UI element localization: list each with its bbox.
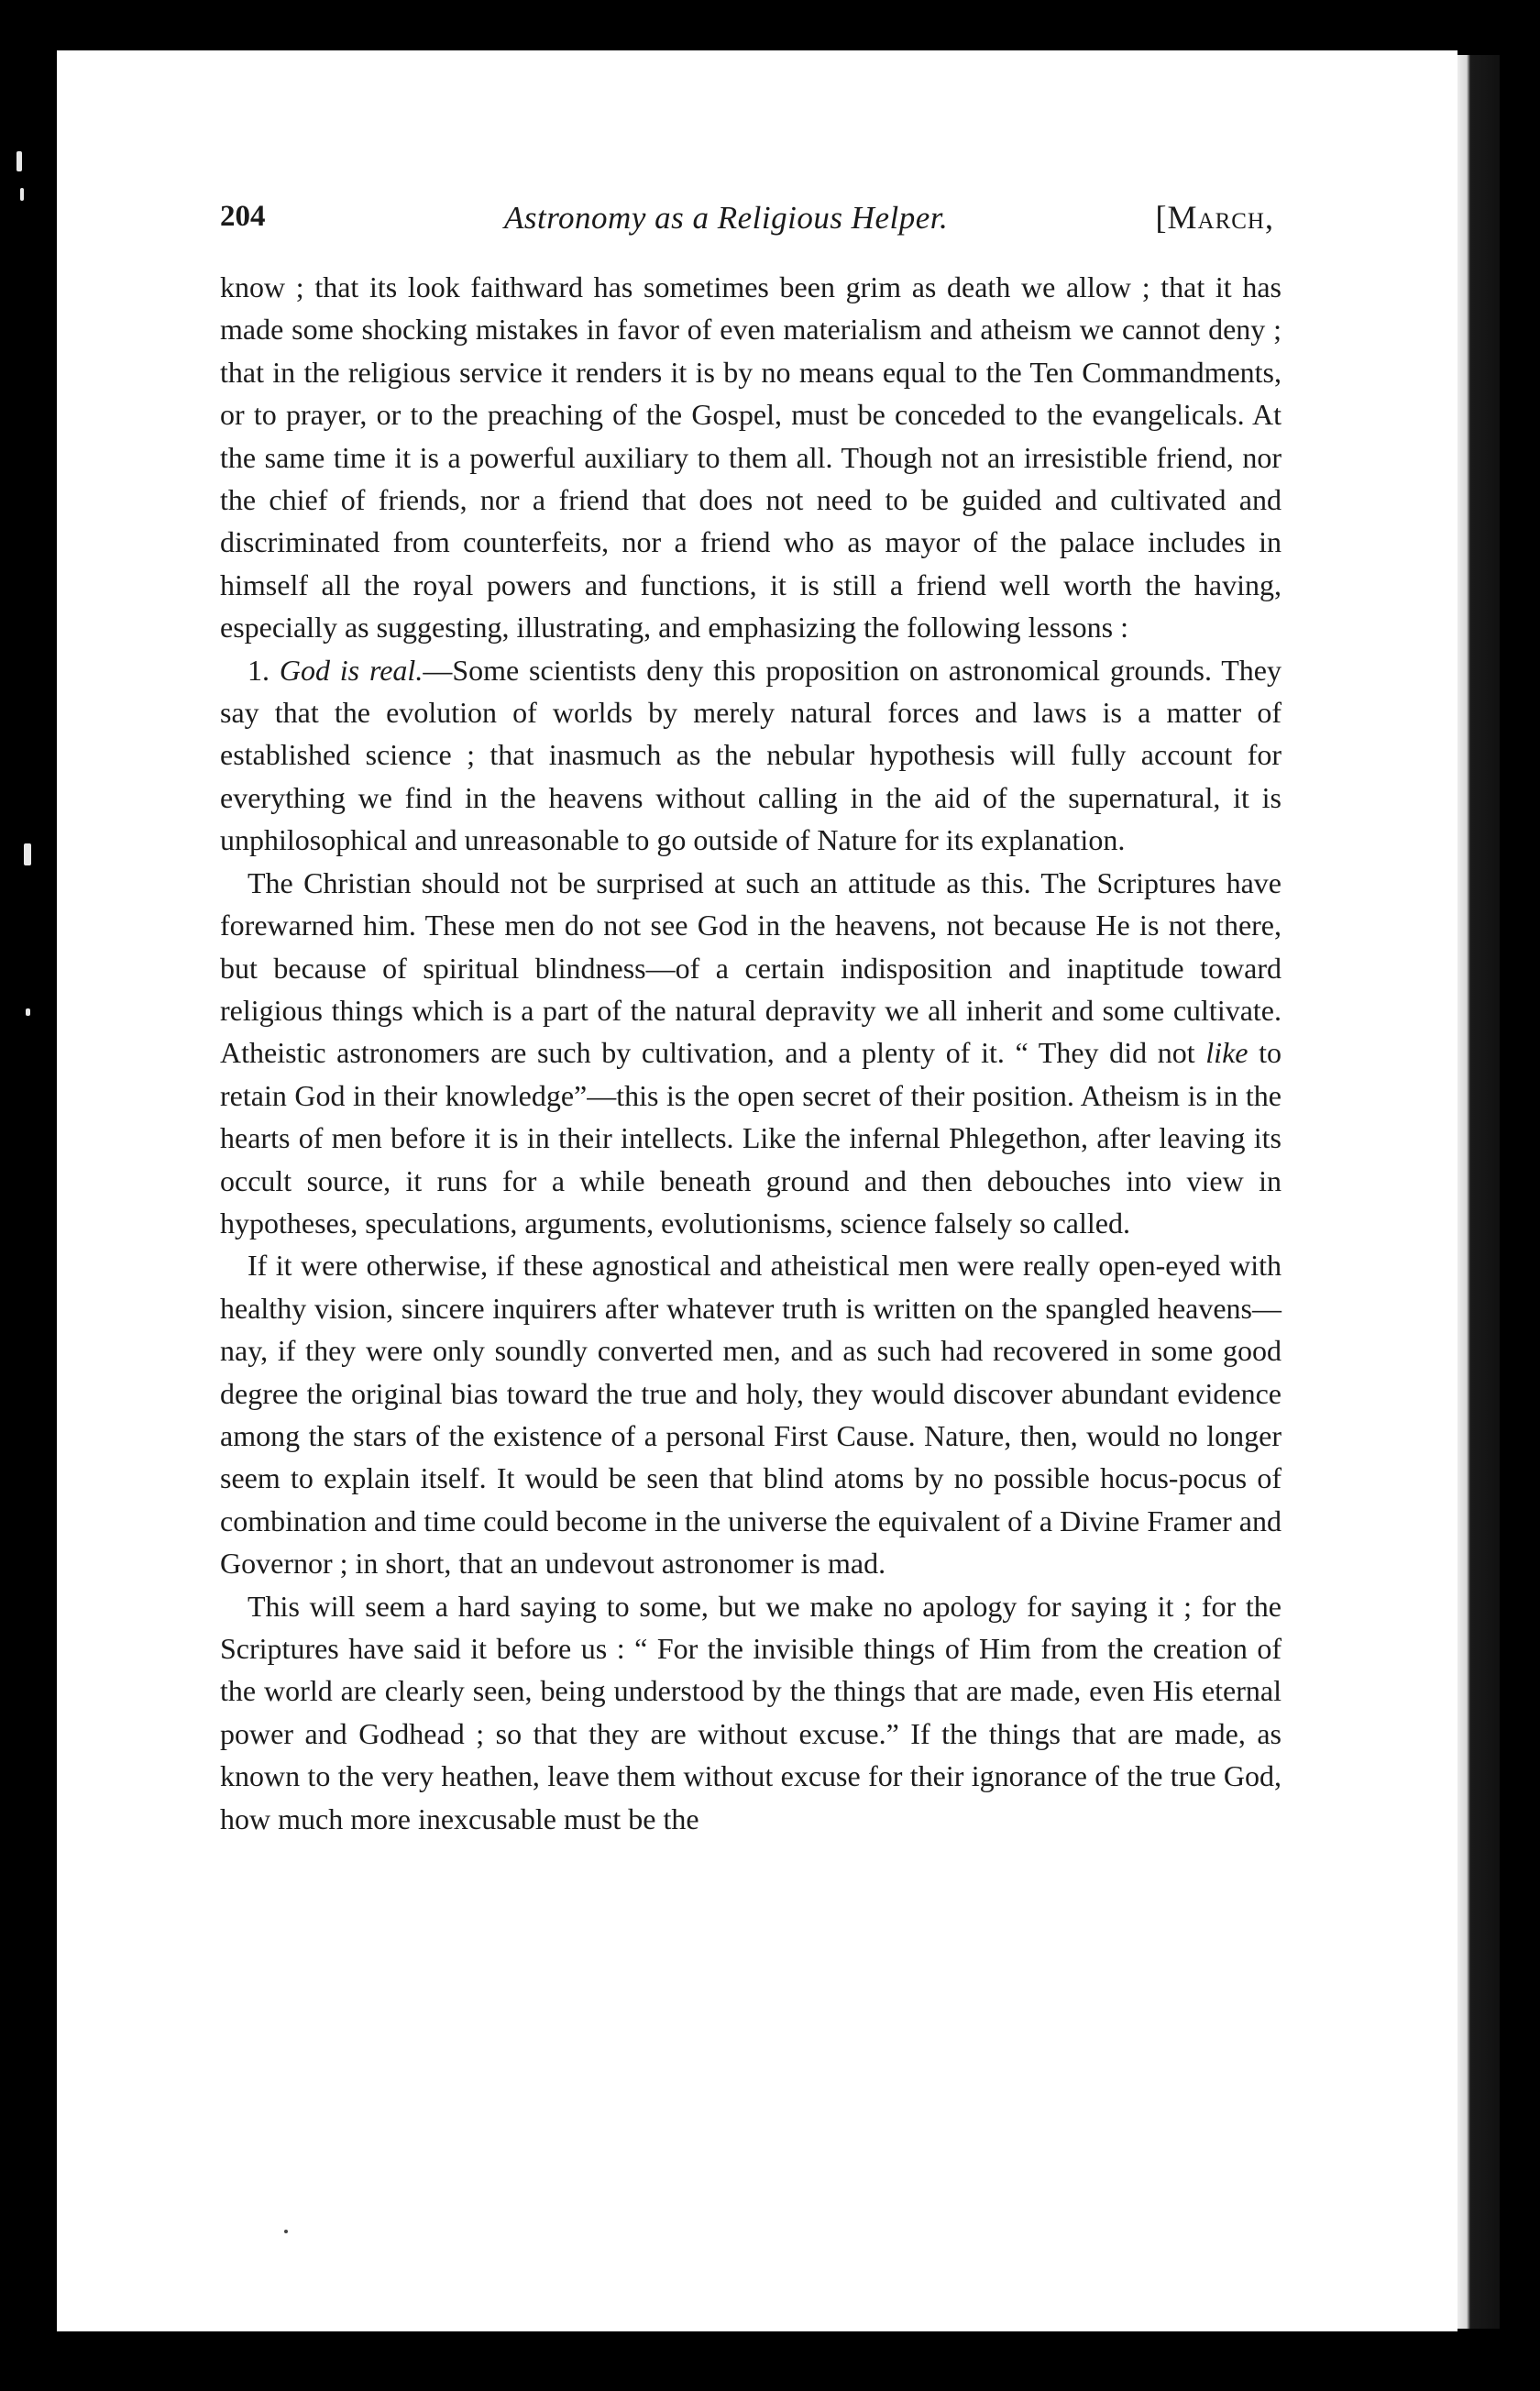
running-head [220, 194, 1274, 246]
paragraph [220, 1585, 1282, 1840]
running-section: [March, [1155, 199, 1274, 236]
paragraph [220, 1244, 1282, 1584]
margin-speck [20, 188, 24, 201]
body-text [220, 266, 1282, 1840]
paragraph-continuation [220, 266, 1282, 649]
paragraph-text: If it were otherwise, if these agnostical and atheistical men were really open-eyed with healthy vision, sincere inquirers after whatever truth is written on the spangled heavens—nay, if they were only soundly converted men, and as such had recovered in some good degree the original bias toward the true and holy, they would discover abundant evidence among the stars of the existence of a personal First Cause. Nature, then, would no longer seem to explain itself. It would be seen that blind atoms by no possible hocus-pocus of combination and time could become in the universe the equivalent of a Divine Framer and Governor ; in short, that an undevout astronomer is mad. [220, 1249, 1282, 1581]
running-title: Astronomy as a Religious Helper. [504, 200, 949, 236]
emphasis-word: like [1205, 1036, 1248, 1070]
paragraph-text: —Some scientists deny this proposition on astronomical grounds. They say that the evolution of worlds by merely natural forces and laws is a matter of established science ; that inasmuch as the nebular hypothesis will fully account for everything we find in the heavens without calling in the aid of the supernatural, it is unphilosophical and unreasonable to go outside of Nature for its explanation. [220, 653, 1282, 857]
margin-speck [26, 1008, 30, 1016]
next-page-edge [1458, 55, 1500, 2329]
ink-dot [284, 2230, 288, 2233]
margin-speck [16, 151, 22, 171]
paragraph [220, 862, 1282, 1245]
list-number: 1. [248, 653, 270, 687]
paragraph-text: to retain God in their knowledge”—this is the open secret of their position. Atheism is in the hearts of men before it is in their intellects. Like the infernal Phlegethon, after leaving its occult source, it runs for a while beneath ground and then debouches into view in hypotheses, speculations, arguments, evolutionisms, science falsely so called. [220, 1036, 1282, 1240]
paragraph-text: This will seem a hard saying to some, but we make no apology for saying it ; for the Scriptures have said it before us : “ For the invisible things of Him from the creation of the world are clearly seen, being understood by the things that are made, even His eternal power and Godhead ; so that they are without excuse.” If the things that are made, as known to the very heathen, leave them without excuse for their ignorance of the true God, how much more inexcusable must be the [220, 1589, 1282, 1835]
margin-speck [24, 843, 31, 865]
paragraph-text: know ; that its look faithward has sometimes been grim as death we allow ; that it has made some shocking mistakes in favor of even materialism and atheism we cannot deny ; that in the religious service it renders it is by no means equal to the Ten Commandments, or to prayer, or to the preaching of the Gospel, must be conceded to the evangelicals. At the same time it is a powerful auxiliary to them all. Though not an irresistible friend, nor the chief of friends, nor a friend that does not need to be guided and cultivated and discriminated from counterfeits, nor a friend who as mayor of the palace includes in himself all the royal powers and functions, it is still a friend well worth the having, especially as suggesting, illustrating, and emphasizing the following lessons : [220, 270, 1282, 645]
paragraph-text: The Christian should not be surprised at such an attitude as this. The Scriptures have forewarned him. These men do not see God in the heavens, not because He is not there, but because of spiritual blindness—of a certain indisposition and inaptitude toward religious things which is a part of the natural depravity we all inherit and some cultivate. Atheistic astronomers are such by cultivation, and a plenty of it. “ They did not [220, 865, 1282, 1070]
page-number: 204 [220, 200, 266, 233]
paragraph-numbered [220, 649, 1282, 862]
section-lead: God is real. [279, 653, 424, 687]
